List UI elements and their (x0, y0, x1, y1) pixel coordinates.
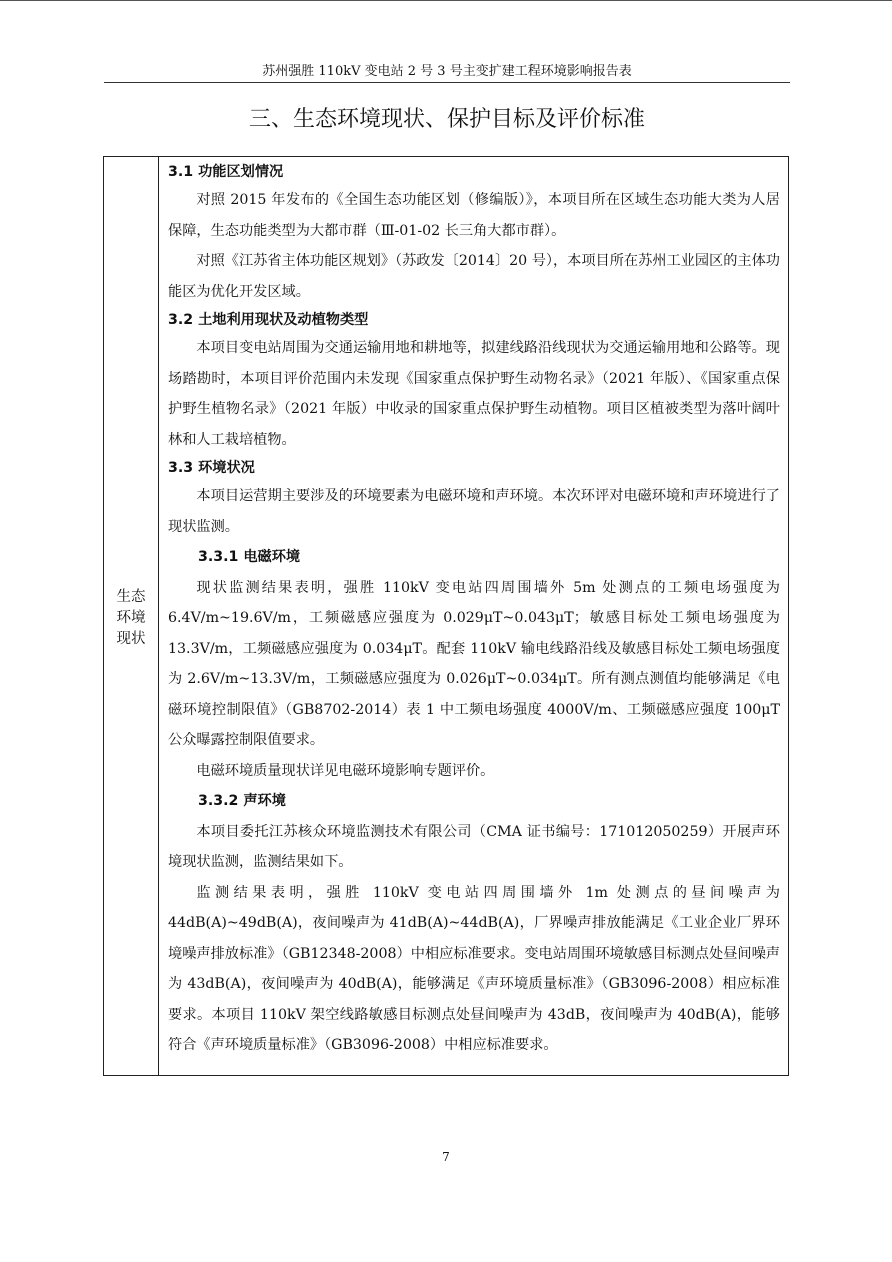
paragraph: 本项目委托江苏核众环境监测技术有限公司（CMA 证书编号：171012050259）开展声环境现状监测，监测结果如下。 (168, 823, 780, 870)
page-header: 苏州强胜 110kV 变电站 2 号 3 号主变扩建工程环境影响报告表 (262, 64, 632, 79)
content-cell (168, 159, 780, 1061)
paragraph: 本项目变电站周围为交通运输用地和耕地等，拟建线路沿线现状为交通运输用地和公路等。现场踏勘时，本项目评价范围内未发现《国家重点保护野生动物名录》（2021 年版）、《国家重点保护野生植物名录》（2021 年版）中收录的国家重点保护野生动植物。项目区植被类型为落叶阔叶林和人工栽培植物。 (168, 340, 780, 448)
section-heading-3-1: 3.1 功能区划情况 (168, 164, 284, 180)
section-heading-3-3: 3.3 环境状况 (168, 460, 255, 476)
side-label-line-1: 生态 (116, 589, 146, 605)
paragraph: 电磁环境质量现状详见电磁环境影响专题评价。 (196, 762, 495, 779)
section-heading-3-2: 3.2 土地利用现状及动植物类型 (168, 312, 369, 328)
paragraph: 本项目运营期主要涉及的环境要素为电磁环境和声环境。本次环评对电磁环境和声环境进行了现状监测。 (168, 488, 780, 535)
side-label-line-2: 环境 (116, 610, 146, 626)
header-rule (104, 82, 790, 83)
section-heading-3-3-2: 3.3.2 声环境 (198, 793, 286, 809)
paragraph: 现状监测结果表明，强胜 110kV 变电站四周围墙外 5m 处测点的工频电场强度为 6.4V/m~19.6V/m，工频磁感应强度为 0.029μT~0.043μT；敏感目标处工频电场强度为 13.3V/m，工频磁感应强度为 0.034μT。配套 110kV 输电线路沿线及敏感目标处工频电场强度为 2.6V/m~13.3V/m，工频磁感应强度为 0.026μT~0.034μT。所有测点测值均能够满足《电磁环境控制限值》（GB8702-2014）表 1 中工频电场强度 4000V/m、工频磁感应强度 100μT 公众曝露控制限值要求。 (168, 579, 780, 748)
section-heading-3-3-1: 3.3.1 电磁环境 (198, 549, 301, 565)
paragraph: 监测结果表明，强胜 110kV 变电站四周围墙外 1m 处测点的昼间噪声为 44dB(A)~49dB(A)，夜间噪声为 41dB(A)~44dB(A)，厂界噪声排放能满足《工业企业厂界环境噪声排放标准》（GB12348-2008）中相应标准要求。变电站周围环境敏感目标测点处昼间噪声为 43dB(A)，夜间噪声为 40dB(A)，能够满足《声环境质量标准》（GB3096-2008）相应标准要求。本项目 110kV 架空线路敏感目标测点处昼间噪声为 43dB，夜间噪声为 40dB(A)，能够符合《声环境质量标准》（GB3096-2008）中相应标准要求。 (168, 884, 780, 1053)
side-label-cell (104, 157, 159, 1075)
side-label-line-3: 现状 (116, 631, 146, 647)
paragraph: 对照《江苏省主体功能区规划》（苏政发〔2014〕20 号），本项目所在苏州工业园区的主体功能区为优化开发区域。 (168, 253, 780, 300)
top-border-line (0, 0, 892, 1)
paragraph: 对照 2015 年发布的《全国生态功能区划（修编版）》，本项目所在区域生态功能大类为人居保障，生态功能类型为大都市群（Ⅲ-01-02 长三角大都市群）。 (168, 192, 780, 239)
side-label (104, 587, 158, 650)
page-title: 三、生态环境现状、保护目标及评价标准 (248, 107, 645, 132)
page-number: 7 (442, 1150, 450, 1164)
content-table (103, 156, 789, 1076)
